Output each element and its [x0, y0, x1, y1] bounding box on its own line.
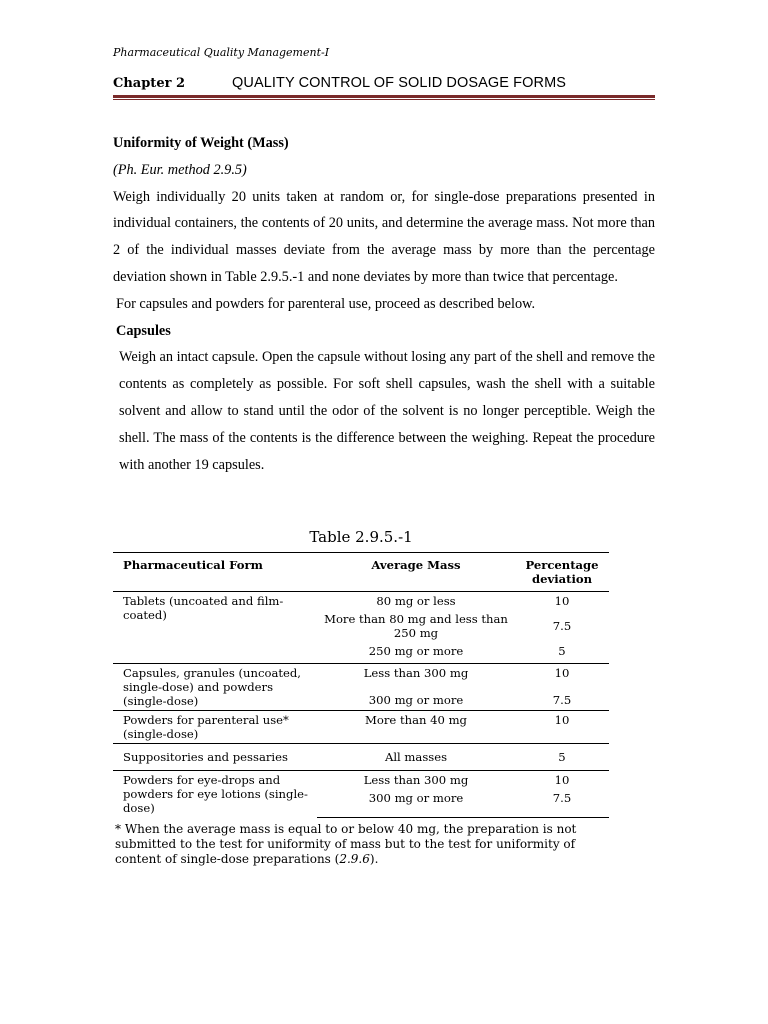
- header-mass: Average Mass: [317, 553, 515, 592]
- footnote-end: ).: [369, 852, 379, 866]
- cell-deviation: 7.5: [552, 619, 572, 633]
- cell-deviation: 10: [515, 592, 609, 611]
- header-rule-thin: [113, 99, 655, 100]
- cell-deviation: 5: [515, 744, 609, 771]
- paragraph-procedure: Weigh individually 20 units taken at random or, for single-dose preparations presented in individual containers, the contents of 20 units, and determine the average mass. Not more than 2 of the individual masses deviate from the average mass by more than the percentage deviation shown in Table 2.9.5.-1 and none deviates by more than twice that percentage.: [113, 188, 655, 285]
- header-form: Pharmaceutical Form: [113, 553, 317, 592]
- chapter-header: [113, 74, 655, 96]
- paragraph-capsules-intro: For capsules and powders for parenteral use, proceed as described below.: [116, 295, 536, 312]
- method-reference: (Ph. Eur. method 2.9.5): [113, 161, 247, 178]
- cell-deviation: 10: [515, 771, 609, 790]
- header-rule-thick: [113, 95, 655, 98]
- table-row: [113, 744, 609, 771]
- table-footnote: [113, 822, 609, 867]
- cell-form: Powders for eye-drops and powders for eye lotions (single-dose): [113, 771, 317, 818]
- header-deviation-line2: deviation: [531, 572, 593, 586]
- cell-deviation: 5: [558, 644, 566, 658]
- cell-mass: More than 40 mg: [317, 711, 515, 744]
- cell-mass: All masses: [317, 744, 515, 771]
- table-row: [113, 592, 609, 611]
- table-caption: Table 2.9.5.-1: [309, 528, 413, 546]
- footnote-reference: 2.9.6: [339, 852, 370, 866]
- cell-mass: 80 mg or less: [317, 592, 515, 611]
- table-row: [113, 771, 609, 790]
- cell-deviation: 10: [515, 664, 609, 692]
- section-heading: Uniformity of Weight (Mass): [113, 135, 289, 151]
- body-text: [113, 130, 655, 478]
- cell-form: Capsules, granules (uncoated, single-dose) and powders (single-dose): [113, 664, 317, 711]
- chapter-label: Chapter 2: [113, 76, 186, 91]
- cell-deviation: 7.5: [515, 789, 609, 818]
- cell-mass: 300 mg or more: [317, 789, 515, 818]
- chapter-title: QUALITY CONTROL OF SOLID DOSAGE FORMS: [232, 75, 567, 91]
- cell-form: Tablets (uncoated and film-coated): [113, 592, 317, 664]
- cell-mass: Less than 300 mg: [317, 771, 515, 790]
- header-deviation-line1: Percentage: [525, 558, 599, 572]
- cell-form: Powders for parenteral use* (single-dose): [113, 711, 317, 744]
- paragraph-capsules: Weigh an intact capsule. Open the capsule without losing any part of the shell and remove the contents as completely as possible. For soft shell capsules, wash the shell with a suitable solvent and allow to stand until the odor of the solvent is no longer perceptible. Weigh the shell. The mass of the contents is the difference between the weighing. Repeat the procedure with another 19 capsules.: [119, 349, 656, 473]
- weight-uniformity-table: [113, 528, 609, 867]
- header-deviation: [515, 553, 609, 592]
- table-row: [113, 711, 609, 744]
- table-header-row: [113, 553, 609, 592]
- running-head: Pharmaceutical Quality Management-I: [113, 46, 330, 59]
- cell-mass: More than 80 mg and less than 250 mg: [324, 612, 508, 640]
- cell-mass: 250 mg or more: [368, 644, 464, 658]
- subheading-capsules: Capsules: [116, 322, 171, 339]
- cell-form: Suppositories and pessaries: [113, 744, 317, 771]
- table-grid: [113, 552, 609, 818]
- cell-mass: 300 mg or more: [368, 693, 464, 708]
- table-row: [113, 664, 609, 692]
- cell-deviation: 7.5: [552, 693, 572, 708]
- cell-deviation: 10: [515, 711, 609, 744]
- footnote-text: * When the average mass is equal to or below 40 mg, the preparation is not submitted to the test for uniformity of mass but to the test for uniformity of content of single-dose preparations (: [115, 822, 577, 866]
- cell-mass: Less than 300 mg: [317, 664, 515, 692]
